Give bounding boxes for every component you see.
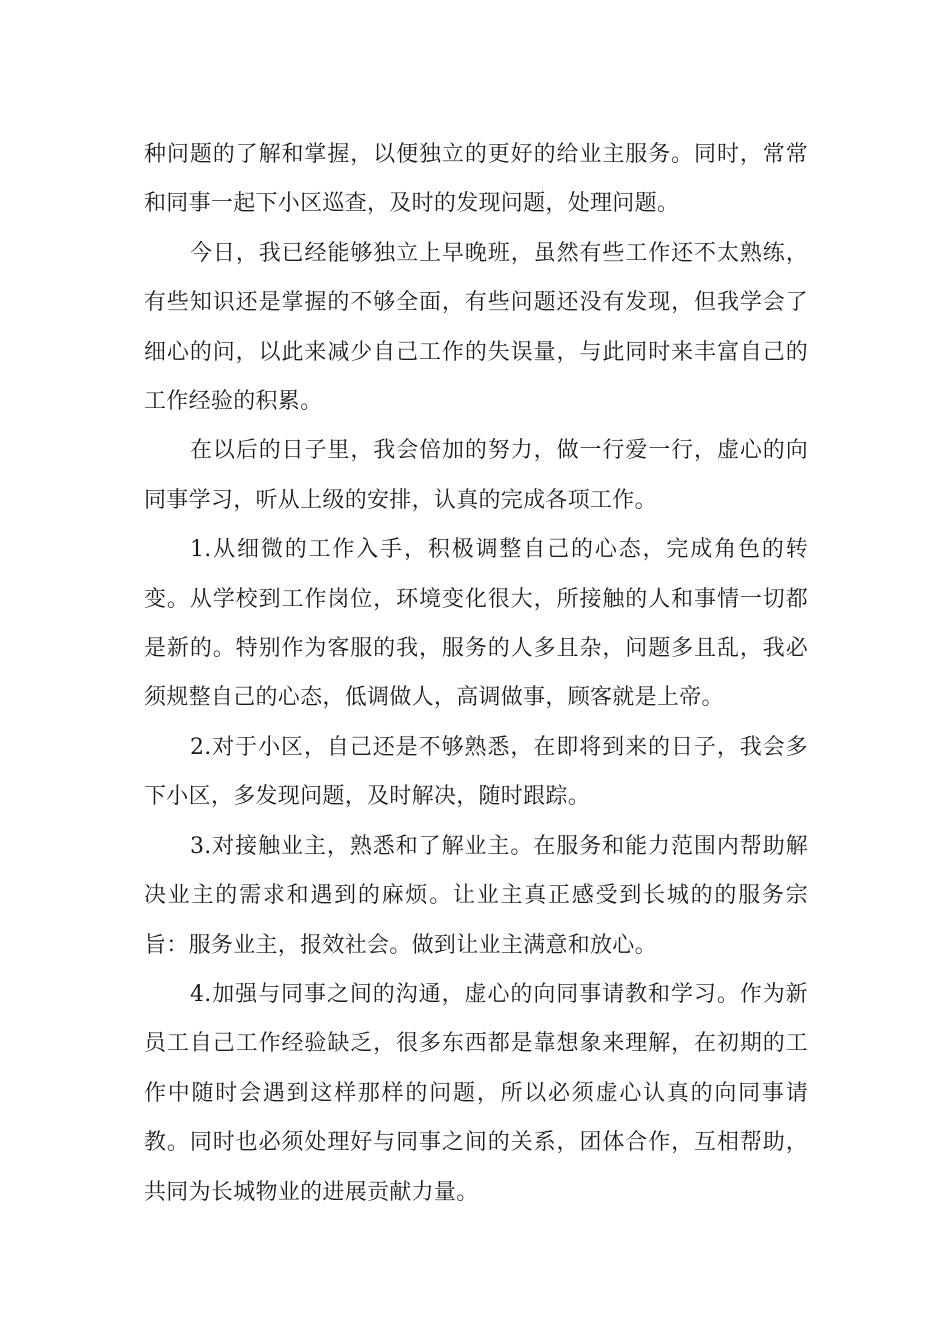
paragraph-1: 种问题的了解和掌握，以便独立的更好的给业主服务。同时，常常和同事一起下小区巡查，及时的发现问题，处理问题。 <box>144 142 808 217</box>
paragraph-5: 2.对于小区，自己还是不够熟悉，在即将到来的日子，我会多下小区，多发现问题，及时解决，随时跟踪。 <box>144 734 808 810</box>
document-body <box>144 130 808 1217</box>
paragraph-7: 4.加强与同事之间的沟通，虚心的向同事请教和学习。作为新员工自己工作经验缺乏，很多东西都是靠想象来理解，在初期的工作中随时会遇到这样那样的问题，所以必须虚心认真的向同事请教。同时也必须处理好与同事之间的关系，团体合作，互相帮助，共同为长城物业的进展贡献力量。 <box>144 981 808 1205</box>
paragraph-4: 1.从细微的工作入手，积极调整自己的心态，完成角色的转变。从学校到工作岗位，环境变化很大，所接触的人和事情一切都是新的。特别作为客服的我，服务的人多且杂，问题多且乱，我必须规整自己的心态，低调做人，高调做事，顾客就是上帝。 <box>144 537 808 711</box>
paragraph-2: 今日，我已经能够独立上早晚班，虽然有些工作还不太熟练，有些知识还是掌握的不够全面，有些问题还没有发现，但我学会了细心的问，以此来减少自己工作的失误量，与此同时来丰富自己的工作经验的积累。 <box>144 240 808 415</box>
paragraph-6: 3.对接触业主，熟悉和了解业主。在服务和能力范围内帮助解决业主的需求和遇到的麻烦。让业主真正感受到长城的的服务宗旨：服务业主，报效社会。做到让业主满意和放心。 <box>144 833 808 958</box>
paragraph-3: 在以后的日子里，我会倍加的努力，做一行爱一行，虚心的向同事学习，听从上级的安排，认真的完成各项工作。 <box>144 438 808 513</box>
